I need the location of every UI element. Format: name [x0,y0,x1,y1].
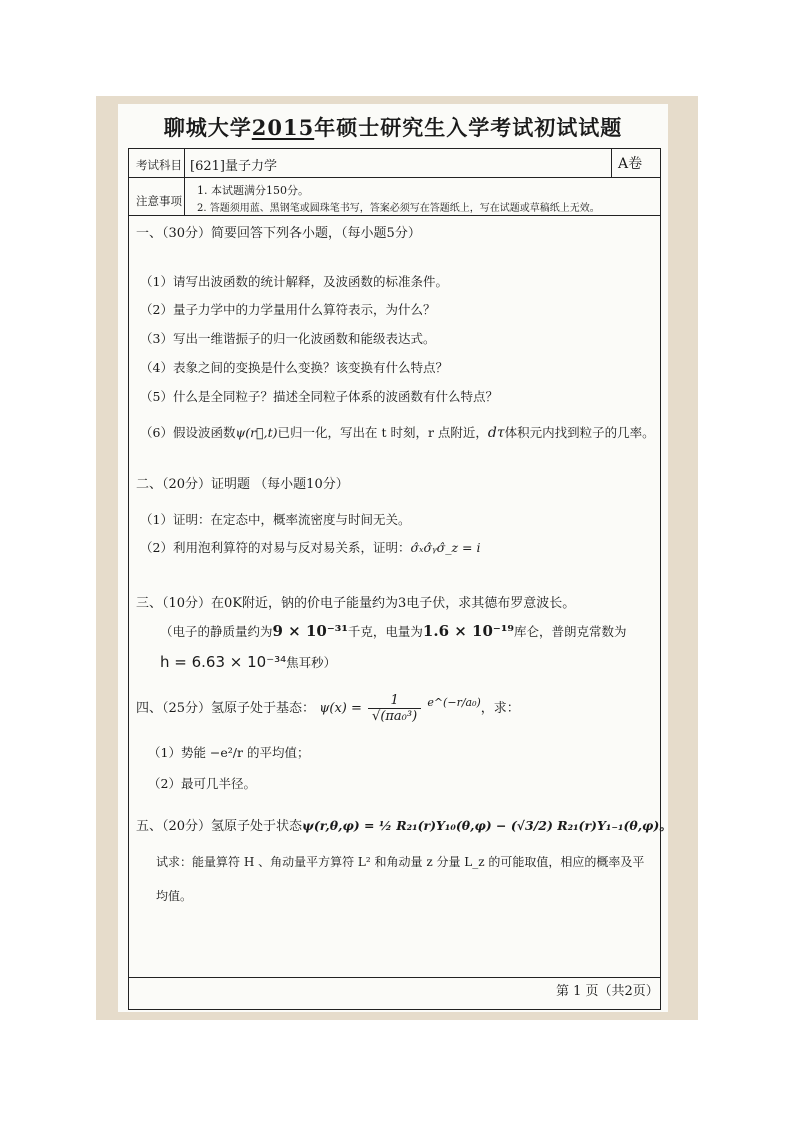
s1-q6-part-b: 已归一化，写出在 t 时刻，r 点附近， [277,425,488,440]
note-2: 2. 答题须用蓝、黑钢笔或圆珠笔书写，答案必须写在答题纸上，写在试题或草稿纸上无效。 [197,203,600,214]
notes-label: 注意事项 [136,194,182,208]
exponential-term: e^(−r/a₀) [427,696,481,709]
state-formula: ψ(r,θ,φ) = ½ R₂₁(r)Y₁₀(θ,φ) − (√3/2) R₂₁(r)Y₁₋₁(θ,φ)。 [302,818,672,833]
s1-question-1: （1）请写出波函数的统计解释，及波函数的标准条件。 [140,274,448,289]
row-divider-1 [129,177,660,178]
s3-line1-b: 千克，电量为 [347,624,423,639]
paper-version: A卷 [618,156,643,172]
s1-question-2: （2）量子力学中的力学量用什么算符表示，为什么？ [140,302,436,317]
s4-question-2: （2）最可几半径。 [148,776,256,791]
dtau: dτ [487,425,505,441]
subject-value: [621]量子力学 [190,159,277,174]
section-3-heading: 三、（10分）在0K附近，钠的价电子能量约为3电子伏，求其德布罗意波长。 [136,596,576,611]
fraction-numerator: 1 [368,693,421,709]
section-5-heading: 五、（20分）氢原子处于状态 [136,819,303,834]
s1-q6-part-a: （6）假设波函数 [140,425,236,440]
section-5-row [136,815,672,834]
s1-question-6 [140,423,655,441]
fraction-denominator: √(πa₀³) [372,709,418,724]
s1-question-4: （4）表象之间的变换是什么变换？该变换有什么特点？ [140,360,448,375]
page-number: 第 1 页（共2页） [556,984,659,999]
exam-title [118,112,668,142]
s2-question-1: （1）证明：在定态中，概率流密度与时间无关。 [140,512,411,527]
s1-question-5: （5）什么是全同粒子？描述全同粒子体系的波函数有什么特点？ [140,389,498,404]
s3-constants-line-2 [160,653,336,671]
psi-r-t: ψ(r⃗,t) [235,425,278,440]
electron-charge: 1.6 × 10⁻¹⁹ [422,622,514,640]
s1-q6-part-c: 体积元内找到粒子的几率。 [504,425,655,440]
psi-x-lhs: ψ(x) = [319,701,362,716]
section-4-tail: ，求： [480,701,520,716]
planck-constant: h = 6.63 × 10⁻³⁴ [160,653,287,671]
s2-question-2 [140,538,480,556]
s3-line1-a: （电子的静质量约为 [160,624,273,639]
pauli-formula: σ̂ₓσ̂ᵧσ̂_z = i [410,540,481,555]
ground-state-fraction [368,693,421,724]
title-suffix: 年硕士研究生入学考试初试试题 [314,115,623,140]
s3-line1-c: 库仑，普朗克常数为 [513,624,627,639]
section-4-heading: 四、（25分）氢原子处于基态： [136,701,316,716]
title-prefix: 聊城大学 [163,115,252,140]
subject-label: 考试科目 [136,158,182,172]
s4-question-1: （1）势能 −e²/r 的平均值； [148,745,310,760]
title-year: 2015 [251,115,315,140]
s5-task-line-1: 试求：能量算符 H 、角动量平方算符 L² 和角动量 z 分量 L_z 的可能取值，相应的概率及平 [156,855,645,869]
row-divider-2 [129,215,660,216]
s2-q2-text: （2）利用泡利算符的对易与反对易关系，证明： [140,540,411,555]
s1-question-3: （3）写出一维谐振子的归一化波函数和能级表达式。 [140,331,436,346]
footer-divider [129,977,660,978]
note-1: 1. 本试题满分150分。 [197,184,309,197]
s3-line2-b: 焦耳秒） [286,655,337,670]
version-column-divider [611,149,612,177]
electron-mass: 9 × 10⁻³¹ [272,622,348,640]
section-2-heading: 二、（20分）证明题 （每小题10分） [136,477,349,492]
label-column-divider [184,149,185,215]
section-4-heading-row [136,693,520,724]
s5-task-line-2: 均值。 [156,889,193,903]
s3-constants-line-1 [160,622,626,640]
section-1-heading: 一、（30分）简要回答下列各小题，（每小题5分） [136,226,421,241]
